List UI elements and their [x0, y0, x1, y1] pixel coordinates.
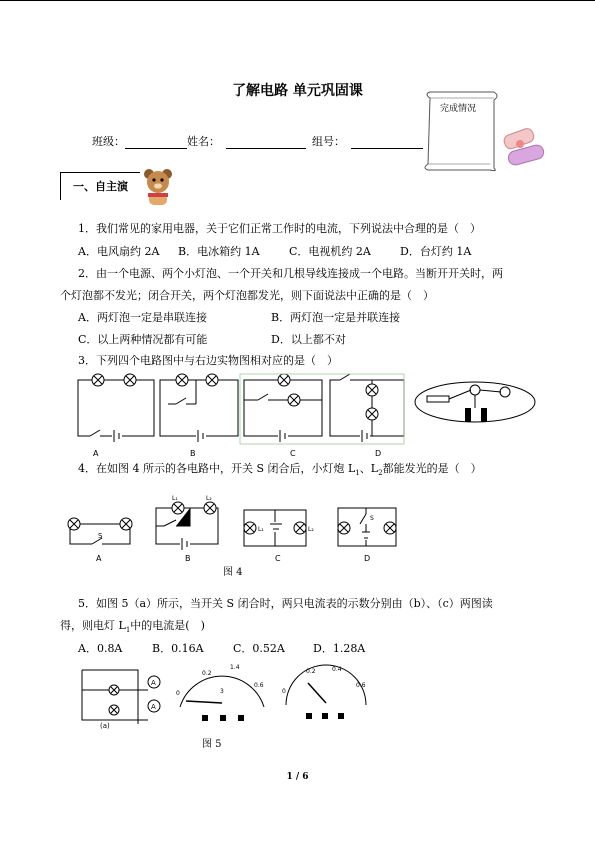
question-5-line-2: 得，则电灯 $L_1$中的电流是( ): [60, 619, 205, 635]
question-2-line-2: 个灯泡都不发光；闭合开关，两个灯泡都发光，则下面说法中正确的是（ ）: [60, 289, 434, 302]
completion-status-label: 完成情况: [440, 104, 477, 114]
q1-option-a: A．电风扇约 2A: [78, 245, 160, 258]
q5-option-c: C．0.52A: [233, 642, 285, 655]
svg-text:L₂: L₂: [308, 526, 314, 533]
q4-circuit-d: [338, 508, 396, 546]
question-1: 1．我们常见的家用电器，关于它们正常工作时的电流，下列说法中合理的是（ ）: [78, 222, 481, 235]
figure-5-caption: 图 5: [202, 739, 222, 750]
q4-label-a: A: [96, 554, 102, 563]
group-label: 组号：: [312, 135, 345, 148]
svg-text:0.2: 0.2: [202, 670, 212, 677]
svg-text:0.2: 0.2: [306, 668, 316, 675]
q3-circuit-b: [160, 374, 238, 442]
svg-text:L₁: L₁: [258, 526, 264, 533]
svg-text:S: S: [98, 532, 103, 540]
q5-option-b: B．0.16A: [152, 642, 204, 655]
q3-circuit-a: [78, 374, 154, 442]
figure-5b-ammeter: [172, 663, 272, 727]
q4-circuit-c: [244, 510, 314, 546]
svg-text:1.4: 1.4: [230, 664, 240, 671]
q4-label-c: C: [275, 554, 281, 563]
diploma-scroll-icon: [498, 124, 550, 174]
svg-text:A: A: [151, 703, 156, 711]
q2-option-d: D．以上都不对: [271, 333, 346, 346]
q5-option-d: D．1.28A: [313, 642, 366, 655]
q4-circuit-diagrams: [60, 494, 400, 556]
section-heading: 一、自主演: [60, 172, 140, 200]
q3-label-d: D: [375, 449, 382, 458]
svg-text:S: S: [370, 515, 374, 522]
page-number: 1 / 6: [286, 772, 309, 782]
svg-text:0.4: 0.4: [332, 666, 342, 673]
svg-text:L₁: L₁: [172, 495, 178, 502]
name-field[interactable]: [226, 136, 306, 149]
q3-label-a: A: [93, 449, 99, 458]
q2-option-a: A．两灯泡一定是串联连接: [78, 311, 207, 324]
name-label: 姓名：: [187, 135, 220, 148]
figure-5a-circuit: [78, 664, 170, 730]
q5-option-a: A．0.8A: [78, 642, 123, 655]
class-label: 班级：: [92, 135, 125, 148]
q1-option-b: B．电冰箱约 1A: [178, 245, 260, 258]
svg-text:0.6: 0.6: [356, 682, 366, 689]
q1-option-c: C．电视机约 2A: [289, 245, 371, 258]
figure-5c-ammeter: [280, 663, 370, 727]
q4-circuit-a: [68, 518, 132, 548]
svg-text:L₂: L₂: [206, 495, 212, 502]
svg-text:0: 0: [282, 688, 286, 695]
q4-label-d: D: [364, 554, 371, 563]
page-title: 了解电路 单元巩固课: [232, 83, 363, 99]
q1-option-d: D．台灯约 1A: [400, 245, 472, 258]
q3-circuit-d: [330, 374, 404, 442]
q2-option-b: B．两灯泡一定是并联连接: [271, 311, 401, 324]
q4-circuit-b: [156, 495, 218, 550]
question-3: 3．下列四个电路图中与右边实物图相对应的是（ ）: [78, 354, 338, 367]
svg-text:3: 3: [220, 688, 224, 695]
svg-text:0: 0: [176, 690, 180, 697]
q3-label-c: C: [290, 449, 296, 458]
question-2-line-1: 2．由一个电源、两个小灯泡、一个开关和几根导线连接成一个电路。当断开开关时，两: [78, 267, 503, 280]
q3-physical-circuit-image: [413, 378, 543, 426]
svg-text:(a): (a): [100, 722, 110, 730]
q3-label-b: B: [190, 449, 196, 458]
q3-circuit-diagrams: [72, 372, 412, 462]
student-info-row: [92, 133, 423, 149]
bear-mascot-icon: [140, 167, 176, 207]
class-field[interactable]: [125, 136, 187, 149]
group-field[interactable]: [351, 136, 423, 149]
question-4: 4．在如图 4 所示的各电路中，开关 S 闭合后，小灯炮 $L_1$、$L_2$都能发光的是（ ）: [78, 462, 482, 478]
q4-label-b: B: [185, 554, 191, 563]
svg-text:A: A: [151, 679, 156, 687]
figure-4-caption: 图 4: [223, 567, 243, 578]
question-5-line-1: 5．如图 5（a）所示，当开关 S 闭合时，两只电流表的示数分别由（b）、（c）两图读: [78, 597, 493, 610]
svg-text:0.6: 0.6: [254, 682, 264, 689]
q2-option-c: C．以上两种情况都有可能: [78, 333, 208, 346]
q3-circuit-c: [244, 374, 322, 442]
top-rule: [0, 0, 595, 1]
